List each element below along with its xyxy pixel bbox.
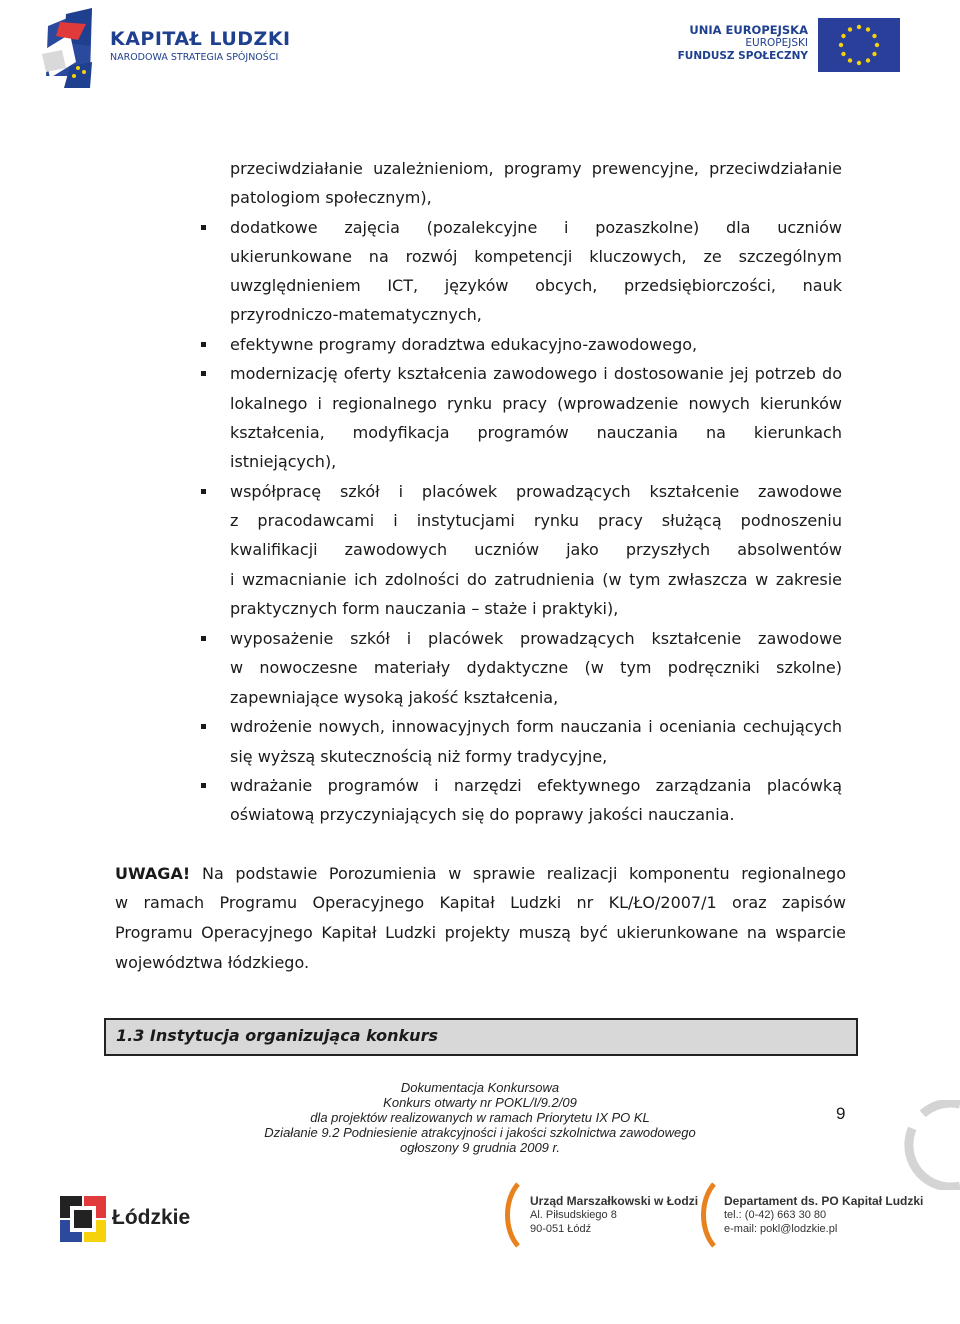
note-line-1 bbox=[115, 864, 846, 884]
body-line: i wzmacnianie ich zdolności do zatrudnienia (w tym zwłaszcza w zakresie bbox=[230, 570, 842, 589]
footer-line: Konkurs otwarty nr POKL/I/9.2/09 bbox=[383, 1095, 577, 1110]
department-email[interactable]: e-mail: pokl@lodzkie.pl bbox=[724, 1223, 838, 1235]
footer-line: Dokumentacja Konkursowa bbox=[400, 1080, 560, 1095]
kapital-ludzki-logo-icon bbox=[40, 6, 120, 88]
eu-line-2: EUROPEJSKI bbox=[745, 37, 808, 49]
bullet-marker bbox=[201, 342, 206, 347]
eu-line-3: FUNDUSZ SPOŁECZNY bbox=[677, 50, 808, 62]
footer-line: ogłoszony 9 grudnia 2009 r. bbox=[400, 1140, 560, 1155]
decorative-arc-icon bbox=[900, 1100, 960, 1190]
orange-swoosh-icon bbox=[500, 1180, 524, 1250]
body-line: się wyższą skutecznością niż formy tradycyjne, bbox=[230, 747, 608, 766]
bullet-marker bbox=[201, 225, 206, 230]
body-line: dodatkowe zajęcia (pozalekcyjne i pozaszkolne) dla uczniów bbox=[230, 218, 842, 237]
body-line: w nowoczesne materiały dydaktyczne (w tym podręczniki szkolne) bbox=[230, 658, 842, 677]
department-contact bbox=[724, 1194, 923, 1236]
body-line: współpracę szkół i placówek prowadzących kształcenie zawodowe bbox=[230, 482, 842, 501]
body-line: przyrodniczo-matematycznych, bbox=[230, 305, 482, 324]
eu-fund-label bbox=[678, 24, 808, 63]
lodzkie-wordmark: Łódzkie bbox=[112, 1206, 191, 1229]
section-title: 1.3 Instytucja organizująca konkurs bbox=[116, 1026, 438, 1045]
urzad-city: 90-051 Łódź bbox=[530, 1223, 592, 1235]
note-text: Na podstawie Porozumienia w sprawie realizacji komponentu regionalnego bbox=[202, 864, 846, 883]
urzad-name: Urząd Marszałkowski w Łodzi bbox=[530, 1194, 699, 1208]
urzad-address bbox=[530, 1194, 698, 1236]
body-line: patologiom społecznym), bbox=[230, 188, 432, 207]
body-line: praktycznych form nauczania – staże i praktyki), bbox=[230, 599, 619, 618]
body-line: ukierunkowane na rozwój kompetencji kluczowych, ze szczególnym bbox=[230, 247, 842, 266]
eu-line-1: UNIA EUROPEJSKA bbox=[689, 23, 808, 37]
department-phone: tel.: (0-42) 663 30 80 bbox=[724, 1209, 827, 1221]
footer-line: dla projektów realizowanych w ramach Priorytetu IX PO KL bbox=[310, 1110, 650, 1125]
note-line-2: w ramach Programu Operacyjnego Kapitał Ludzki nr KL/ŁO/2007/1 oraz zapisów bbox=[115, 893, 846, 912]
body-line: lokalnego i regionalnego rynku pracy (wprowadzenie nowych kierunków bbox=[230, 394, 842, 413]
footer-info bbox=[240, 1080, 720, 1155]
urzad-street: Al. Piłsudskiego 8 bbox=[530, 1209, 617, 1221]
bullet-marker bbox=[201, 371, 206, 376]
bullet-marker bbox=[201, 489, 206, 494]
eu-flag-icon bbox=[818, 18, 900, 72]
body-line: przeciwdziałanie uzależnieniom, programy prewencyjne, przeciwdziałanie bbox=[230, 159, 842, 178]
kapital-ludzki-title: KAPITAŁ LUDZKI bbox=[110, 28, 291, 50]
body-line: wyposażenie szkół i placówek prowadzących kształcenie zawodowe bbox=[230, 629, 842, 648]
body-line: kształcenia, modyfikacja programów nauczania na kierunkach bbox=[230, 423, 842, 442]
page-number: 9 bbox=[836, 1104, 846, 1123]
note-line-3: Programu Operacyjnego Kapitał Ludzki projekty muszą być ukierunkowane na wsparcie bbox=[115, 923, 846, 942]
body-line: istniejących), bbox=[230, 452, 337, 471]
note-label: UWAGA! bbox=[115, 864, 191, 883]
body-line: zapewniające wysoką jakość kształcenia, bbox=[230, 688, 559, 707]
body-line: kwalifikacji zawodowych uczniów jako przyszłych absolwentów bbox=[230, 540, 842, 559]
body-line: oświatową przyczyniających się do poprawy jakości nauczania. bbox=[230, 805, 735, 824]
bullet-marker bbox=[201, 636, 206, 641]
body-line: modernizację oferty kształcenia zawodowego i dostosowanie jej potrzeb do bbox=[230, 364, 842, 383]
orange-swoosh-icon bbox=[696, 1180, 720, 1250]
body-line: wdrażanie programów i narzędzi efektywnego zarządzania placówką bbox=[230, 776, 842, 795]
body-line: efektywne programy doradztwa edukacyjno-zawodowego, bbox=[230, 335, 698, 354]
note-line-4: województwa łódzkiego. bbox=[115, 953, 310, 972]
body-line: uwzględnieniem ICT, języków obcych, przedsiębiorczości, nauk bbox=[230, 276, 842, 295]
footer-line: Działanie 9.2 Podniesienie atrakcyjności i jakości szkolnictwa zawodowego bbox=[264, 1125, 696, 1140]
department-name: Departament ds. PO Kapitał Ludzki bbox=[724, 1194, 924, 1208]
body-line: wdrożenie nowych, innowacyjnych form nauczania i oceniania cechujących bbox=[230, 717, 842, 736]
bullet-marker bbox=[201, 783, 206, 788]
section-heading-box bbox=[104, 1018, 858, 1056]
lodzkie-logo-icon bbox=[60, 1196, 106, 1242]
bullet-marker bbox=[201, 724, 206, 729]
body-line: z pracodawcami i instytucjami rynku pracy służącą podnoszeniu bbox=[230, 511, 842, 530]
kapital-ludzki-subtitle: NARODOWA STRATEGIA SPÓJNOŚCI bbox=[110, 52, 279, 63]
